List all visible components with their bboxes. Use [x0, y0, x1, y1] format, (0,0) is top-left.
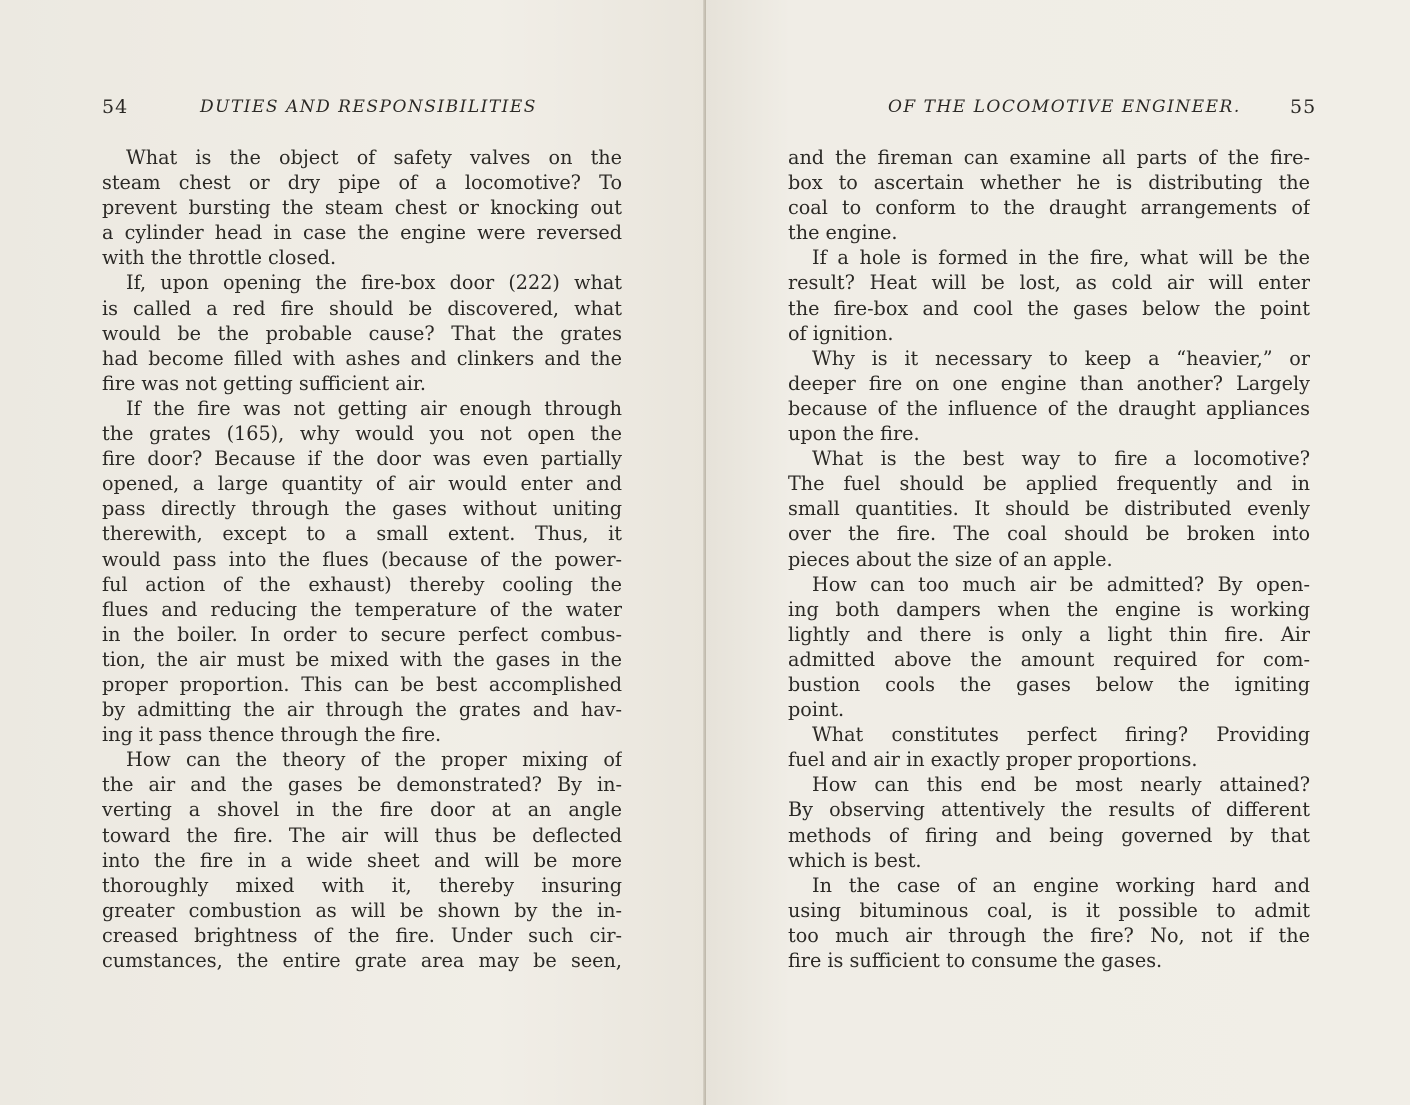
- text-line: prevent bursting the steam chest or knocking out: [102, 196, 622, 220]
- text-line: with the throttle closed.: [102, 246, 337, 270]
- text-line: ing both dampers when the engine is working: [788, 597, 1310, 621]
- text-line: fire was not getting sufficient air.: [102, 371, 427, 395]
- right-page-number: 55: [1290, 96, 1317, 118]
- right-running-head: OF THE LOCOMOTIVE ENGINEER.: [888, 97, 1241, 117]
- text-line: How can too much air be admitted? By open-: [812, 572, 1310, 596]
- text-line: greater combustion as will be shown by the in-: [102, 898, 622, 922]
- text-line: because of the influence of the draught appliances: [788, 396, 1310, 420]
- text-line: opened, a large quantity of air would enter and: [102, 472, 622, 496]
- text-line: therewith, except to a small extent. Thus, it: [102, 522, 622, 546]
- text-line: would pass into the flues (because of the power-: [102, 547, 622, 571]
- text-line: How can the theory of the proper mixing of: [126, 748, 622, 772]
- text-line: fire door? Because if the door was even partially: [102, 447, 622, 471]
- text-line: the air and the gases be demonstrated? By in-: [102, 773, 622, 797]
- text-line: using bituminous coal, is it possible to admit: [788, 898, 1310, 922]
- text-line: the grates (165), why would you not open the: [102, 422, 622, 446]
- text-line: which is best.: [788, 848, 922, 872]
- text-line: cumstances, the entire grate area may be seen,: [102, 949, 622, 972]
- text-line: creased brightness of the fire. Under such cir-: [102, 923, 622, 947]
- text-line: By observing attentively the results of different: [788, 798, 1310, 822]
- text-line: a cylinder head in case the engine were reversed: [102, 221, 622, 245]
- text-line: Why is it necessary to keep a “heavier,” or: [812, 346, 1310, 370]
- text-line: If the fire was not getting air enough through: [126, 396, 622, 420]
- text-line: lightly and there is only a light thin fire. Air: [788, 622, 1310, 646]
- text-line: In the case of an engine working hard and: [812, 873, 1310, 897]
- text-line: fire is sufficient to consume the gases.: [788, 949, 1163, 972]
- text-line: pass directly through the gases without uniting: [102, 497, 622, 521]
- left-running-head: DUTIES AND RESPONSIBILITIES: [200, 97, 537, 117]
- text-line: bustion cools the gases below the igniting: [788, 672, 1310, 696]
- text-line: small quantities. It should be distributed evenly: [788, 497, 1310, 521]
- text-line: upon the fire.: [788, 422, 920, 446]
- text-line: How can this end be most nearly attained?: [812, 773, 1310, 797]
- left-page-body: [102, 145, 622, 973]
- text-line: is called a red fire should be discovered, what: [102, 296, 622, 320]
- text-line: ing it pass thence through the fire.: [102, 723, 442, 747]
- text-line: What is the object of safety valves on the: [126, 146, 622, 169]
- text-line: over the fire. The coal should be broken into: [788, 522, 1310, 546]
- text-line: If a hole is formed in the fire, what will be the: [812, 246, 1310, 270]
- text-line: had become filled with ashes and clinkers and the: [102, 346, 622, 370]
- text-line: too much air through the fire? No, not if the: [788, 923, 1310, 947]
- text-line: the engine.: [788, 221, 898, 245]
- text-line: What constitutes perfect firing? Providing: [812, 723, 1310, 747]
- text-line: pieces about the size of an apple.: [788, 547, 1113, 571]
- text-line: deeper fire on one engine than another? Largely: [788, 371, 1310, 395]
- text-line: The fuel should be applied frequently and in: [788, 472, 1310, 496]
- text-line: proper proportion. This can be best accomplished: [102, 672, 622, 696]
- text-line: fuel and air in exactly proper proportions.: [788, 748, 1198, 772]
- left-page-number: 54: [102, 96, 129, 118]
- text-line: If, upon opening the fire-box door (222) what: [126, 271, 622, 295]
- text-line: verting a shovel in the fire door at an angle: [102, 798, 622, 822]
- right-page: [706, 0, 1410, 1105]
- text-line: would be the probable cause? That the grates: [102, 321, 622, 345]
- text-line: into the fire in a wide sheet and will be more: [102, 848, 622, 872]
- text-line: result? Heat will be lost, as cold air will enter: [788, 271, 1310, 295]
- text-line: point.: [788, 698, 845, 722]
- text-line: by admitting the air through the grates and hav-: [102, 698, 622, 722]
- text-line: toward the fire. The air will thus be deflected: [102, 823, 622, 847]
- text-line: thoroughly mixed with it, thereby insuring: [102, 873, 622, 897]
- text-line: in the boiler. In order to secure perfect combus-: [102, 622, 622, 646]
- text-line: methods of firing and being governed by that: [788, 823, 1310, 847]
- text-line: admitted above the amount required for com-: [788, 647, 1310, 671]
- right-page-body: [788, 145, 1310, 973]
- text-line: coal to conform to the draught arrangements of: [788, 196, 1310, 220]
- text-line: ful action of the exhaust) thereby cooling the: [102, 572, 622, 596]
- text-line: the fire-box and cool the gases below the point: [788, 296, 1310, 320]
- text-line: steam chest or dry pipe of a locomotive? To: [102, 171, 622, 195]
- text-line: tion, the air must be mixed with the gases in the: [102, 647, 622, 671]
- text-line: of ignition.: [788, 321, 894, 345]
- text-line: What is the best way to fire a locomotive?: [812, 447, 1310, 471]
- text-line: flues and reducing the temperature of the water: [102, 597, 622, 621]
- text-line: and the fireman can examine all parts of the fire-: [788, 146, 1310, 169]
- text-line: box to ascertain whether he is distributing the: [788, 171, 1310, 195]
